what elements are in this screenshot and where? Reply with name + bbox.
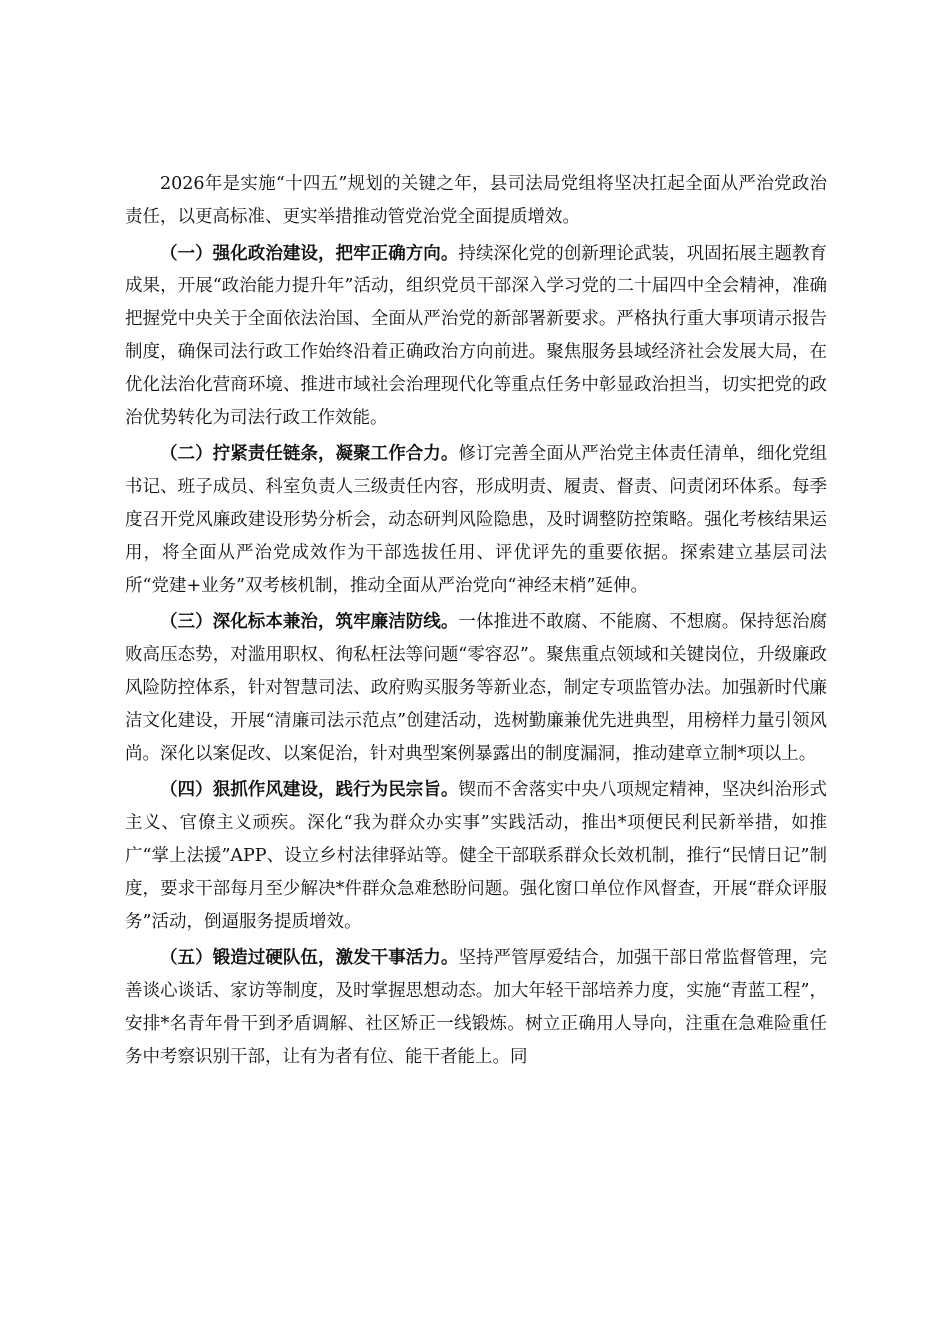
section-2-heading: （二）拧紧责任链条，凝聚工作合力。	[160, 444, 459, 465]
section-3-paragraph	[125, 606, 827, 770]
document-body	[125, 168, 827, 1078]
section-2-paragraph	[125, 438, 827, 602]
section-1-body: 持续深化党的创新理论武装，巩固拓展主题教育成果，开展“政治能力提升年”活动，组织党员干部深入学习党的二十届四中全会精神，准确把握党中央关于全面依法治国、全面从严治党的新部署新要求。严格执行重大事项请示报告制度，确保司法行政工作始终沿着正确政治方向前进。聚焦服务县域经济社会发展大局，在优化法治化营商环境、推进市域社会治理现代化等重点任务中彰显政治担当，切实把党的政治优势转化为司法行政工作效能。	[125, 243, 828, 428]
section-1-paragraph	[125, 238, 827, 435]
intro-paragraph: 2026年是实施“十四五”规划的关键之年，县司法局党组将坚决扛起全面从严治党政治责任，以更高标准、更实举措推动管党治党全面提质增效。	[125, 174, 827, 227]
section-3-body: 一体推进不敢腐、不能腐、不想腐。保持惩治腐败高压态势，对滥用职权、徇私枉法等问题“零容忍”。聚焦重点领域和关键岗位，升级廉政风险防控体系，针对智慧司法、政府购买服务等新业态，制定专项监管办法。加强新时代廉洁文化建设，开展“清廉司法示范点”创建活动，选树勤廉兼优先进典型，用榜样力量引领风尚。深化以案促改、以案促治，针对典型案例暴露出的制度漏洞，推动建章立制*项以上。	[125, 612, 828, 764]
section-2-body: 修订完善全面从严治党主体责任清单，细化党组书记、班子成员、科室负责人三级责任内容，形成明责、履责、督责、问责闭环体系。每季度召开党风廉政建设形势分析会，动态研判风险隐患，及时调整防控策略。强化考核结果运用，将全面从严治党成效作为干部选拔任用、评优评先的重要依据。探索建立基层司法所“党建+业务”双考核机制，推动全面从严治党向“神经末梢”延伸。	[125, 444, 828, 596]
section-1-heading: （一）强化政治建设，把牢正确方向。	[160, 243, 459, 264]
section-3-heading: （三）深化标本兼治，筑牢廉洁防线。	[160, 612, 459, 633]
section-5-body: 坚持严管厚爱结合，加强干部日常监督管理，完善谈心谈话、家访等制度，及时掌握思想动态。加大年轻干部培养力度，实施“青蓝工程”，安排*名青年骨干到矛盾调解、社区矫正一线锻炼。树立正确用人导向，注重在急难险重任务中考察识别干部，让有为者有位、能干者能上。同	[125, 948, 828, 1067]
section-4-heading: （四）狠抓作风建设，践行为民宗旨。	[160, 780, 459, 801]
section-4-paragraph	[125, 774, 827, 938]
section-4-body: 锲而不舍落实中央八项规定精神，坚决纠治形式主义、官僚主义顽疾。深化“我为群众办实事”实践活动，推出*项便民利民新举措，如推广“掌上法援”APP、设立乡村法律驿站等。健全干部联系群众长效机制，推行“民情日记”制度，要求干部每月至少解决*件群众急难愁盼问题。强化窗口单位作风督查，开展“群众评服务”活动，倒逼服务提质增效。	[125, 780, 828, 932]
section-5-heading: （五）锻造过硬队伍，激发干事活力。	[160, 948, 459, 969]
section-5-paragraph	[125, 942, 827, 1073]
